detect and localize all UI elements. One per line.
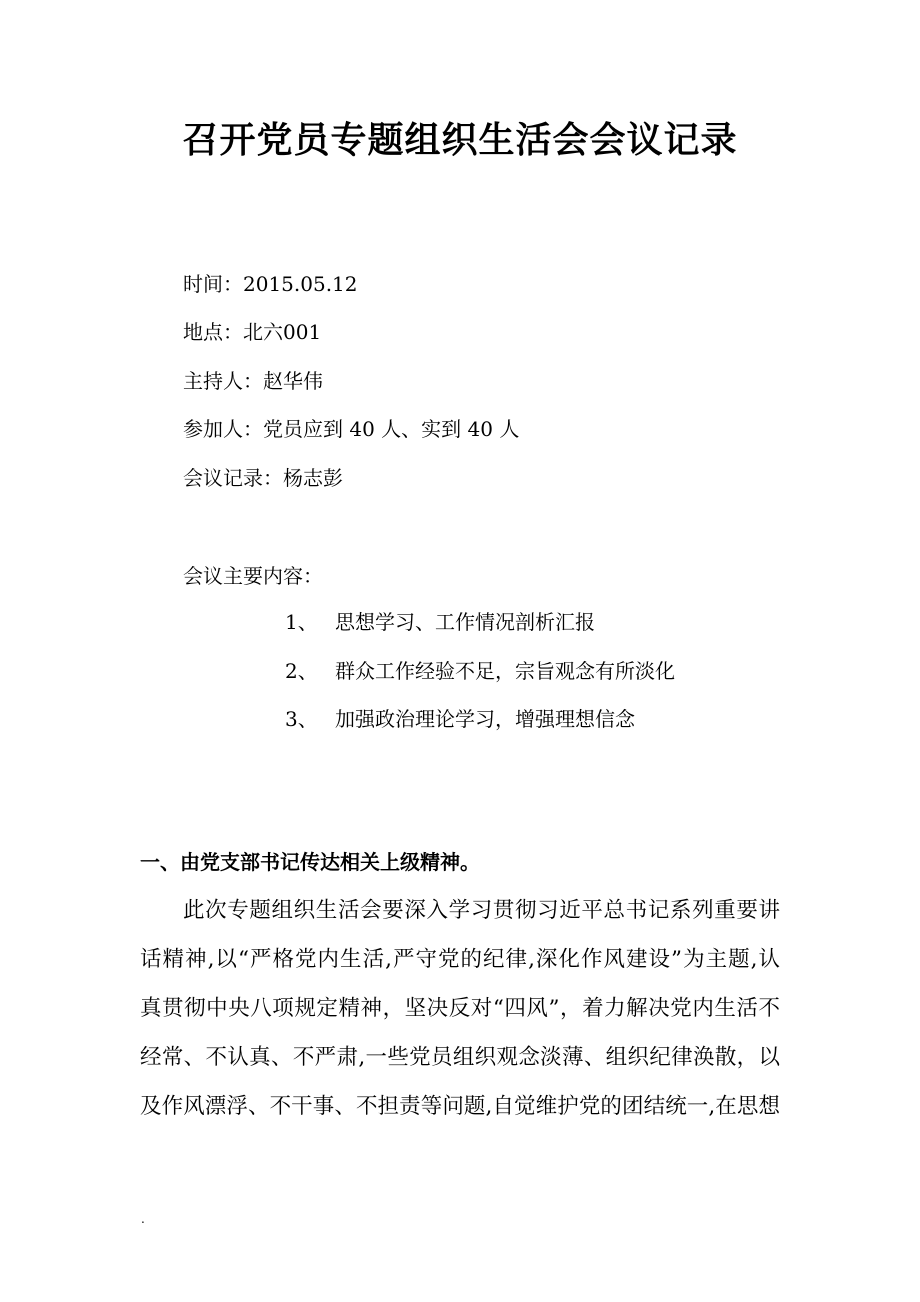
agenda-item xyxy=(285,655,675,684)
page-title: 召开党员专题组织生活会会议记录 xyxy=(182,119,738,161)
paragraph-line: 话精神,以“严格党内生活,严守党的纪律,深化作风建设”为主题,认 xyxy=(140,947,780,972)
paragraph-line: 及作风漂浮、不干事、不担责等问题,自觉维护党的团结统一,在思想 xyxy=(140,1094,780,1119)
agenda-item xyxy=(285,703,635,732)
meeting-recorder: 会议记录：杨志彭 xyxy=(183,466,343,490)
paragraph-line: 经常、不认真、不严肃,一些党员组织观念淡薄、组织纪律涣散，以 xyxy=(140,1045,780,1070)
agenda-item xyxy=(285,606,595,635)
meeting-location: 地点：北六001 xyxy=(183,320,322,344)
agenda-item-text: 群众工作经验不足，宗旨观念有所淡化 xyxy=(335,659,675,683)
paragraph-line: 此次专题组织生活会要深入学习贯彻习近平总书记系列重要讲 xyxy=(183,898,780,923)
agenda-item-number: 1、 xyxy=(285,610,318,634)
agenda-item-text: 思想学习、工作情况剖析汇报 xyxy=(335,610,595,634)
agenda-item-number: 3、 xyxy=(285,707,318,731)
agenda-heading: 会议主要内容： xyxy=(183,564,323,588)
footer-mark: . xyxy=(141,1212,145,1226)
paragraph-line: 真贯彻中央八项规定精神，坚决反对“四风”，着力解决党内生活不 xyxy=(140,996,780,1021)
meeting-time: 时间：2015.05.12 xyxy=(183,272,358,296)
meeting-host: 主持人：赵华伟 xyxy=(183,369,323,393)
meeting-attendees: 参加人：党员应到 40 人、实到 40 人 xyxy=(183,417,520,441)
agenda-item-number: 2、 xyxy=(285,659,318,683)
agenda-item-text: 加强政治理论学习，增强理想信念 xyxy=(335,707,635,731)
section-heading: 一、由党支部书记传达相关上级精神。 xyxy=(140,850,480,874)
